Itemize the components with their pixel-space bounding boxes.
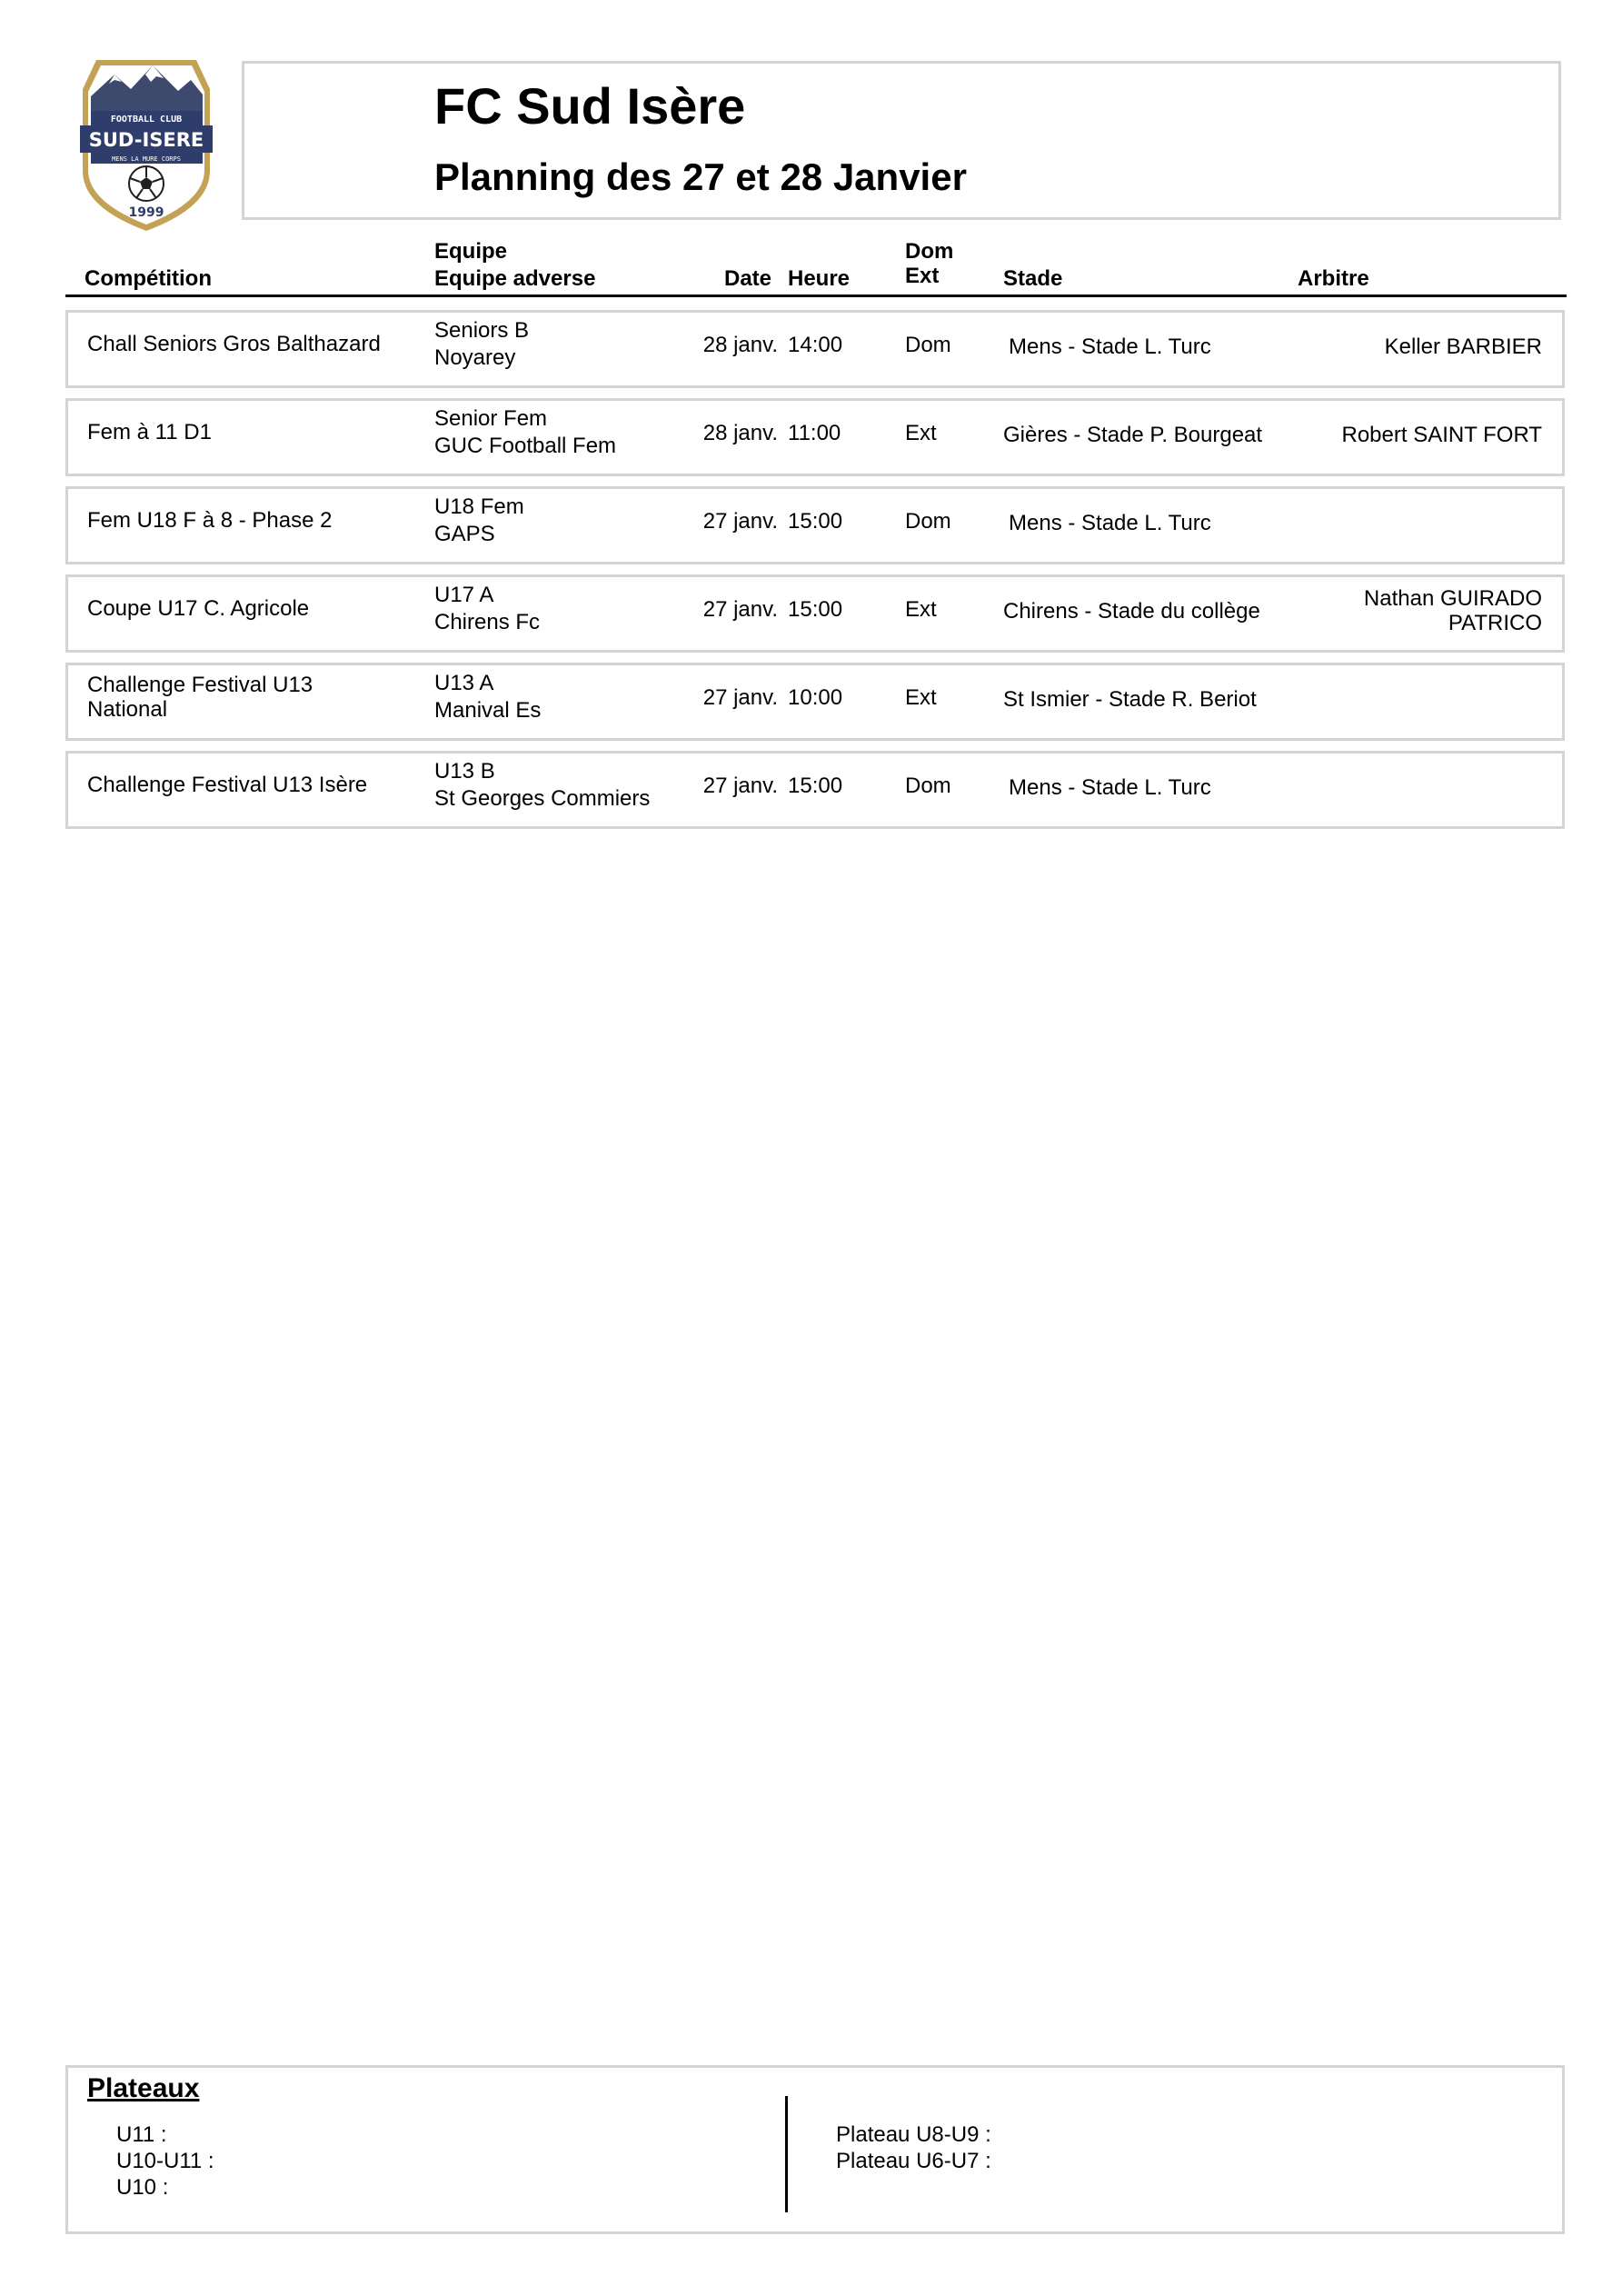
competition-cell: Fem à 11 D1 — [87, 420, 212, 444]
stade-cell: Mens - Stade L. Turc — [1009, 775, 1211, 800]
equipe-cell: Senior Fem — [434, 406, 548, 431]
logo-name-text: SUD-ISERE — [88, 129, 204, 151]
logo-top-text: FOOTBALL CLUB — [110, 115, 183, 125]
heure-cell: 14:00 — [788, 333, 843, 357]
arbitre-cell: Nathan GUIRADO — [1363, 586, 1542, 611]
competition-cell: Challenge Festival U13 Isère — [87, 773, 368, 797]
plateaux-title: Plateaux — [87, 2073, 200, 2103]
plateau-u6-u7: Plateau U6-U7 : — [836, 2149, 991, 2173]
competition-cell: National — [87, 697, 168, 722]
stade-cell: Chirens - Stade du collège — [1003, 599, 1260, 624]
plateaux-divider — [785, 2096, 788, 2212]
date-cell: 27 janv. — [702, 509, 778, 534]
date-cell: 27 janv. — [702, 774, 778, 798]
heure-cell: 15:00 — [788, 774, 843, 798]
arbitre-cell: Keller BARBIER — [1384, 334, 1542, 359]
dom-ext-cell: Ext — [905, 597, 937, 622]
club-name: FC Sud Isère — [434, 77, 746, 135]
competition-cell: Chall Seniors Gros Balthazard — [87, 332, 381, 356]
heure-cell: 11:00 — [788, 421, 841, 445]
adverse-cell: GAPS — [434, 522, 495, 546]
header-rule — [65, 294, 1567, 297]
stade-cell: Mens - Stade L. Turc — [1009, 511, 1211, 535]
plateau-u11: U11 : — [116, 2122, 167, 2147]
plateau-u8-u9: Plateau U8-U9 : — [836, 2122, 991, 2147]
logo-year-text: 1999 — [128, 205, 164, 220]
date-cell: 27 janv. — [702, 685, 778, 710]
dom-ext-cell: Dom — [905, 333, 951, 357]
plateaux-box — [65, 2065, 1565, 2234]
dom-ext-cell: Dom — [905, 509, 951, 534]
competition-cell: Coupe U17 C. Agricole — [87, 596, 310, 621]
date-cell: 27 janv. — [702, 597, 778, 622]
stade-cell: Gières - Stade P. Bourgeat — [1003, 423, 1263, 447]
dom-ext-cell: Ext — [905, 685, 937, 710]
plateau-u10: U10 : — [116, 2175, 169, 2200]
competition-cell: Fem U18 F à 8 - Phase 2 — [87, 508, 333, 533]
soccer-ball-icon — [129, 166, 164, 201]
planning-title: Planning des 27 et 28 Janvier — [434, 155, 967, 198]
stade-cell: St Ismier - Stade R. Beriot — [1003, 687, 1257, 712]
adverse-cell: St Georges Commiers — [434, 786, 651, 811]
heure-cell: 15:00 — [788, 509, 843, 534]
col-ext: Ext — [905, 264, 940, 288]
col-equipe-adverse: Equipe adverse — [434, 266, 596, 291]
arbitre-cell: PATRICO — [1448, 611, 1542, 635]
col-arbitre: Arbitre — [1298, 266, 1369, 291]
heure-cell: 15:00 — [788, 597, 843, 622]
adverse-cell: Noyarey — [434, 345, 516, 370]
col-equipe: Equipe — [434, 239, 508, 264]
equipe-cell: U13 B — [434, 759, 495, 784]
date-cell: 28 janv. — [702, 333, 778, 357]
col-date: Date — [724, 266, 772, 291]
competition-cell: Challenge Festival U13 — [87, 673, 313, 697]
equipe-cell: U17 A — [434, 583, 494, 607]
dom-ext-cell: Ext — [905, 421, 937, 445]
adverse-cell: GUC Football Fem — [434, 434, 617, 458]
date-cell: 28 janv. — [702, 421, 778, 445]
club-logo — [78, 53, 214, 235]
dom-ext-cell: Dom — [905, 774, 951, 798]
heure-cell: 10:00 — [788, 685, 843, 710]
stade-cell: Mens - Stade L. Turc — [1009, 334, 1211, 359]
adverse-cell: Manival Es — [434, 698, 542, 723]
arbitre-cell: Robert SAINT FORT — [1341, 423, 1542, 447]
col-stade: Stade — [1003, 266, 1063, 291]
adverse-cell: Chirens Fc — [434, 610, 541, 634]
equipe-cell: U13 A — [434, 671, 494, 695]
equipe-cell: Seniors B — [434, 318, 530, 343]
equipe-cell: U18 Fem — [434, 494, 524, 519]
col-dom: Dom — [905, 239, 954, 264]
col-heure: Heure — [788, 266, 851, 291]
col-competition: Compétition — [85, 266, 212, 291]
logo-towns-text: MENS LA MURE CORPS — [112, 155, 181, 163]
plateau-u10-u11: U10-U11 : — [116, 2149, 214, 2173]
